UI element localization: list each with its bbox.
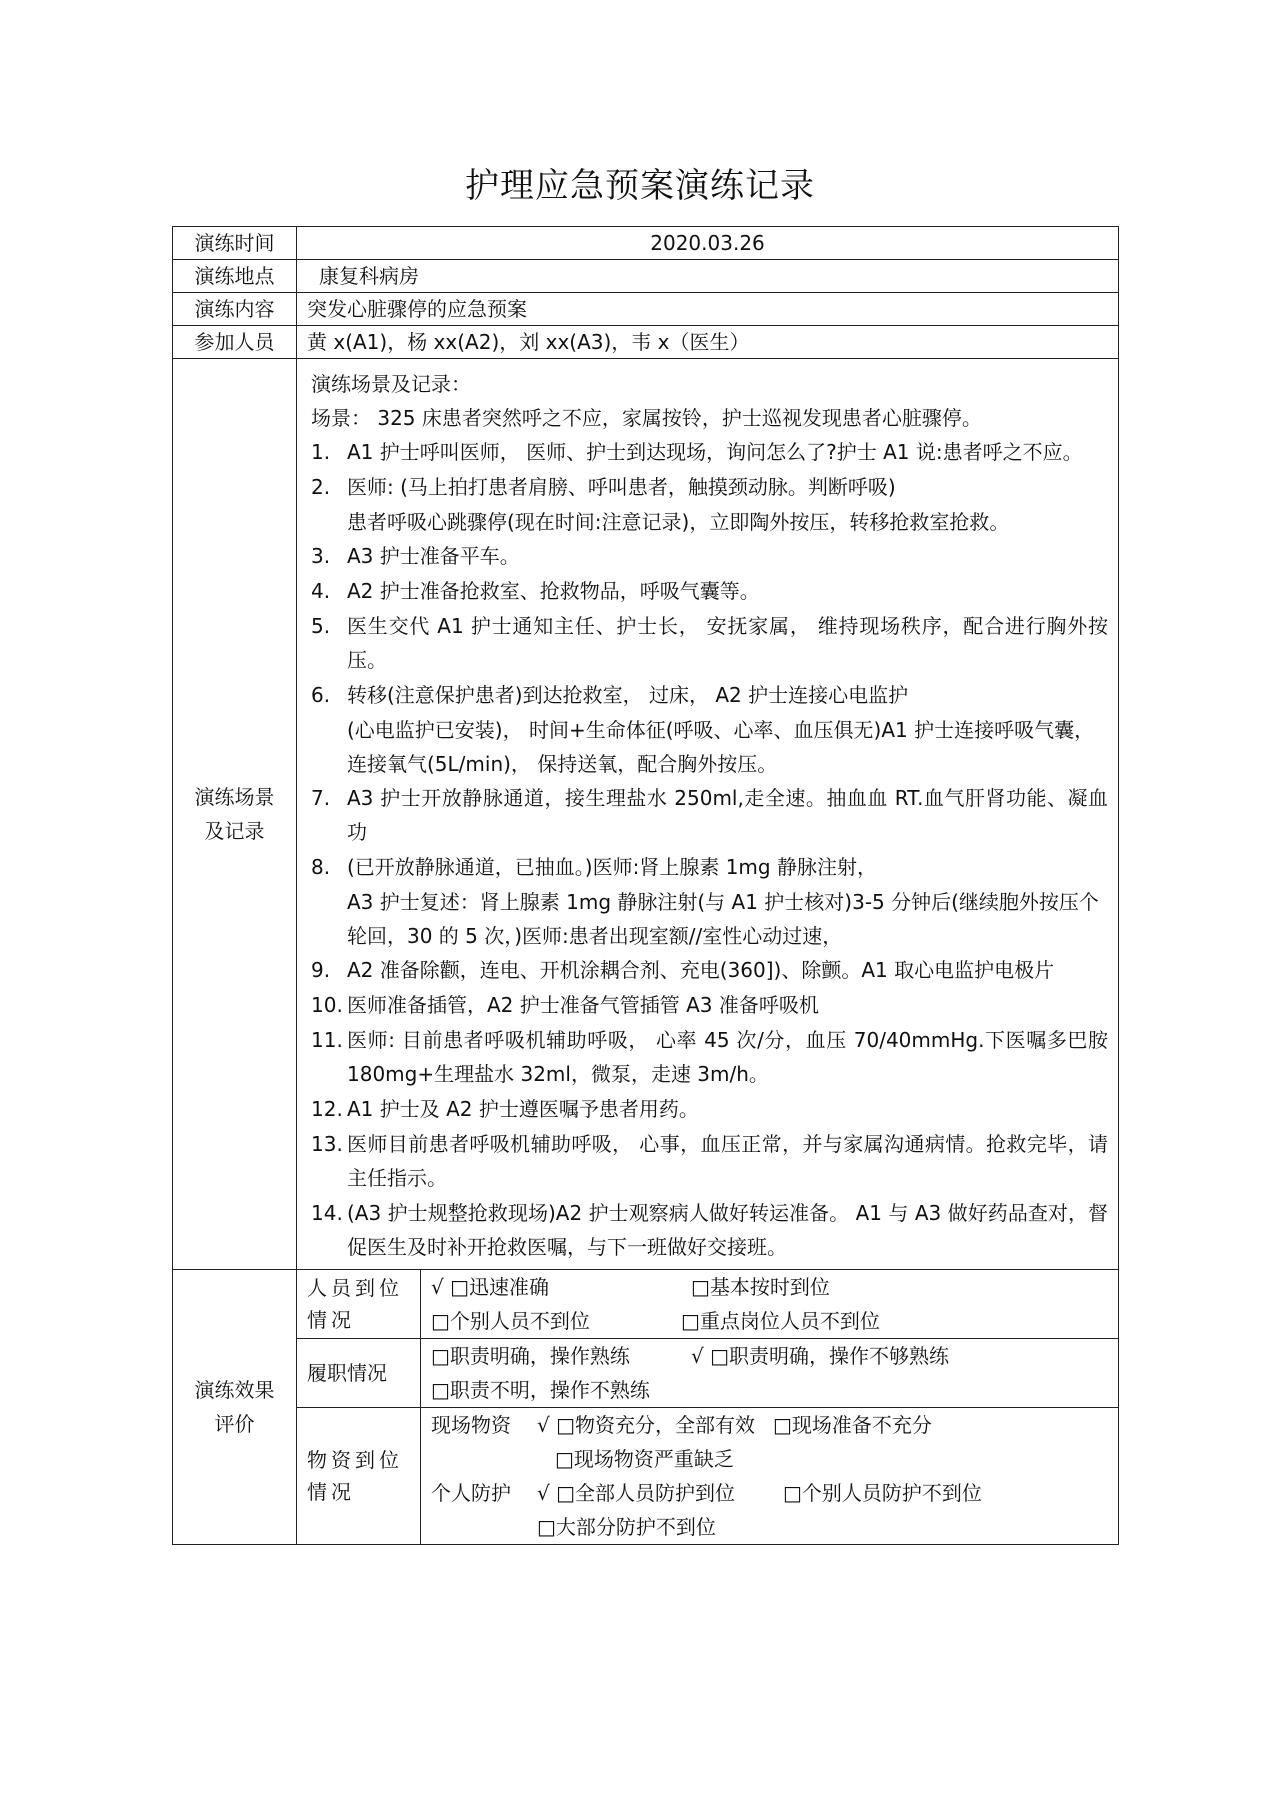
scene-item-number: 3. xyxy=(311,544,331,568)
scene-item-number: 4. xyxy=(311,579,331,603)
scene-content xyxy=(297,359,1119,1270)
scene-item-number: 14. xyxy=(311,1201,343,1225)
scene-item xyxy=(311,678,1108,712)
staff-opt-row-1 xyxy=(431,1270,1108,1304)
scene-item-text: A1 护士呼叫医师， 医师、护士到达现场，询问怎么了?护士 A1 说:患者呼之不应。 xyxy=(347,440,1083,464)
supplies-label-text: 物资到位情况 xyxy=(307,1448,403,1504)
scene-item xyxy=(311,1092,1108,1126)
scene-item-text: A2 护士准备抢救室、抢救物品，呼吸气囊等。 xyxy=(347,579,760,603)
staff-options xyxy=(421,1270,1119,1339)
personal-row-1 xyxy=(431,1476,1108,1510)
personal-label: 个人防护 xyxy=(431,1481,511,1505)
site-opt-2: □现场准备不充分 xyxy=(773,1413,932,1437)
scene-item-text: 转移(注意保护患者)到达抢救室， 过床， A2 护士连接心电监护 xyxy=(347,683,909,707)
scene-item-number: 9. xyxy=(311,958,331,982)
scene-item xyxy=(311,609,1108,677)
scene-item xyxy=(311,953,1108,987)
personal-opt-2: □个别人员防护不到位 xyxy=(783,1481,982,1505)
drill-record-table xyxy=(172,226,1119,1545)
scene-item-number: 1. xyxy=(311,440,331,464)
place-value: 康复科病房 xyxy=(297,260,1119,293)
scene-item-number: 8. xyxy=(311,855,331,879)
scene-heading: 演练场景及记录： xyxy=(311,372,471,396)
duty-opt-1: □职责明确，操作熟练 xyxy=(431,1344,630,1368)
scene-item-text: (A3 护士规整抢救现场)A2 护士观察病人做好转运准备。 A1 与 A3 做好药品查对，督促医生及时补开抢救医嘱，与下一班做好交接班。 xyxy=(347,1201,1109,1259)
scene-item xyxy=(311,1127,1108,1195)
personal-row-2 xyxy=(431,1510,1108,1544)
staff-opt-row-2 xyxy=(431,1304,1108,1338)
scene-item xyxy=(311,781,1108,849)
scene-label-text: 演练场景及记录 xyxy=(194,785,275,843)
scene-item xyxy=(311,1196,1108,1264)
row-eval-duty xyxy=(173,1339,1119,1408)
duty-options xyxy=(421,1339,1119,1408)
scene-item xyxy=(311,1023,1108,1091)
staff-opt-2: □基本按时到位 xyxy=(691,1275,830,1299)
scene-item-number: 6. xyxy=(311,683,331,707)
scene-item-text: A3 护士准备平车。 xyxy=(347,544,520,568)
site-row-2 xyxy=(431,1442,1108,1476)
place-label: 演练地点 xyxy=(173,260,297,293)
staff-label-text: 人员到位情况 xyxy=(307,1276,403,1332)
staff-opt-4: □重点岗位人员不到位 xyxy=(681,1309,880,1333)
scene-intro: 场景： 325 床患者突然呼之不应，家属按铃，护士巡视发现患者心脏骤停。 xyxy=(311,406,982,430)
scene-item-text: 医师: (马上拍打患者肩膀、呼叫患者，触摸颈动脉。判断呼吸) xyxy=(347,475,896,499)
duty-opt-3: □职责不明，操作不熟练 xyxy=(431,1378,650,1402)
scene-item xyxy=(311,850,1108,884)
scene-item-number: 5. xyxy=(311,614,331,638)
scene-item xyxy=(311,435,1108,469)
duty-label: 履职情况 xyxy=(297,1339,421,1408)
page-title: 护理应急预案演练记录 xyxy=(465,166,815,206)
time-label: 演练时间 xyxy=(173,227,297,260)
scene-item xyxy=(311,988,1108,1022)
scene-item-text: A1 护士及 A2 护士遵医嘱予患者用药。 xyxy=(347,1097,699,1121)
staff-opt-1: √ □迅速准确 xyxy=(431,1275,549,1299)
personal-opt-3: □大部分防护不到位 xyxy=(537,1515,716,1539)
row-content xyxy=(173,293,1119,326)
scene-item-number: 11. xyxy=(311,1028,343,1052)
scene-item-text: A3 护士开放静脉通道，接生理盐水 250ml,走全速。抽血血 RT.血气肝肾功能、凝血功 xyxy=(347,786,1109,844)
site-opt-3: □现场物资严重缺乏 xyxy=(555,1447,734,1471)
row-time xyxy=(173,227,1119,260)
scene-item-continuation: (心电监护已安装)， 时间+生命体征(呼吸、心率、血压俱无)A1 护士连接呼吸气囊， 连接氧气(5L/min)， 保持送氧，配合胸外按压。 xyxy=(347,718,1095,776)
scene-item-number: 13. xyxy=(311,1132,343,1156)
eval-label xyxy=(173,1270,297,1545)
staff-opt-3: □个别人员不到位 xyxy=(431,1309,590,1333)
content-value: 突发心脏骤停的应急预案 xyxy=(297,293,1119,326)
people-label: 参加人员 xyxy=(173,326,297,359)
scene-item xyxy=(311,539,1108,573)
scene-item-text: 医师准备插管，A2 护士准备气管插管 A3 准备呼吸机 xyxy=(347,993,819,1017)
scene-item-text: 医生交代 A1 护士通知主任、护士长， 安抚家属， 维持现场秩序，配合进行胸外按压。 xyxy=(347,614,1109,672)
row-place xyxy=(173,260,1119,293)
duty-opt-2: √ □职责明确，操作不够熟练 xyxy=(691,1344,949,1368)
supplies-label xyxy=(297,1408,421,1545)
personal-opt-1: √ □全部人员防护到位 xyxy=(537,1481,735,1505)
scene-item-text: A2 准备除颧，连电、开机涂耦合剂、充电(360])、除颤。A1 取心电监护电极片 xyxy=(347,958,1055,982)
site-label: 现场物资 xyxy=(431,1413,511,1437)
scene-item-number: 12. xyxy=(311,1097,343,1121)
row-people xyxy=(173,326,1119,359)
site-row-1 xyxy=(431,1408,1108,1442)
scene-item-text: (已开放静脉通道，已抽血。)医师:肾上腺素 1mg 静脉注射， xyxy=(347,855,877,879)
scene-label xyxy=(173,359,297,1270)
content-label: 演练内容 xyxy=(173,293,297,326)
row-scene xyxy=(173,359,1119,1270)
scene-item-continuation: A3 护士复述：肾上腺素 1mg 静脉注射(与 A1 护士核对)3-5 分钟后(继续胞外按压个轮回，30 的 5 次，)医师:患者出现室额//室性心动过速， xyxy=(347,890,1099,948)
scene-item-text: 医师目前患者呼吸机辅助呼吸， 心事，血压正常，并与家属沟通病情。抢救完毕，请主任指示。 xyxy=(347,1132,1109,1190)
supplies-options xyxy=(421,1408,1119,1545)
scene-item-continuation: 患者呼吸心跳骤停(现在时间:注意记录)，立即陶外按压，转移抢救室抢救。 xyxy=(347,510,1010,534)
scene-item xyxy=(311,574,1108,608)
scene-item-number: 10. xyxy=(311,993,343,1017)
scene-item xyxy=(311,470,1108,504)
row-eval-staff xyxy=(173,1270,1119,1339)
scene-items xyxy=(311,435,1108,1264)
scene-item-text: 医师: 目前患者呼吸机辅助呼吸， 心率 45 次/分，血压 70/40mmHg.下医嘱多巴胺 180mg+生理盐水 32ml，微泵，走速 3m/h。 xyxy=(347,1028,1109,1086)
duty-opt-row-2 xyxy=(431,1373,1108,1407)
site-opt-1: √ □物资充分，全部有效 xyxy=(537,1413,755,1437)
scene-item-number: 2. xyxy=(311,475,331,499)
time-value: 2020.03.26 xyxy=(297,227,1119,260)
people-value: 黄 x(A1)，杨 xx(A2)，刘 xx(A3)，韦 x（医生） xyxy=(297,326,1119,359)
scene-item-number: 7. xyxy=(311,786,331,810)
row-eval-supplies xyxy=(173,1408,1119,1545)
eval-label-text: 演练效果评价 xyxy=(194,1378,275,1436)
duty-opt-row-1 xyxy=(431,1339,1108,1373)
staff-label xyxy=(297,1270,421,1339)
